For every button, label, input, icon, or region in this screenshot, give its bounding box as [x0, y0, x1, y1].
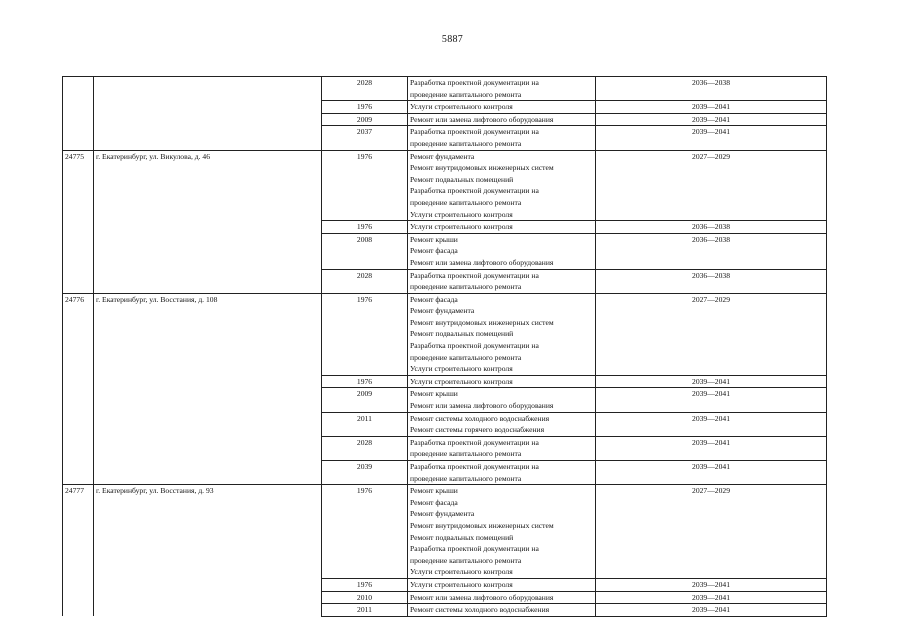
house-address-cell: г. Екатеринбург, ул. Викулова, д. 46 [94, 150, 322, 221]
year-cell: 1976 [322, 101, 408, 114]
house-id-cell [63, 461, 94, 485]
work-list-cell [408, 101, 596, 114]
table-row [63, 233, 827, 269]
year-cell: 2028 [322, 269, 408, 293]
work-item: Ремонт системы холодного водоснабжения [410, 413, 550, 423]
work-list-cell [408, 604, 596, 617]
table-row [63, 126, 827, 150]
period-cell: 2039—2041 [596, 591, 827, 604]
work-item: Услуги строительного контроля [410, 209, 513, 219]
house-address-cell: г. Екатеринбург, ул. Восстания, д. 93 [94, 485, 322, 579]
period-cell: 2039—2041 [596, 101, 827, 114]
period-cell: 2039—2041 [596, 604, 827, 617]
house-address-cell [94, 233, 322, 269]
house-id-cell [63, 221, 94, 234]
year-cell: 1976 [322, 375, 408, 388]
work-item: проведение капитального ремонта [410, 473, 522, 483]
house-id-cell [63, 375, 94, 388]
house-id-cell [63, 126, 94, 150]
table-row [63, 485, 827, 579]
repair-schedule-body [63, 77, 827, 617]
period-cell: 2036—2038 [596, 221, 827, 234]
work-item: Ремонт фасада [410, 246, 458, 256]
work-item: Разработка проектной документации на [410, 78, 539, 87]
table-row [63, 591, 827, 604]
period-cell: 2027—2029 [596, 293, 827, 375]
house-id-cell [63, 591, 94, 604]
year-cell: 2008 [322, 233, 408, 269]
year-cell: 1976 [322, 293, 408, 375]
work-item: Ремонт или замена лифтового оборудования [410, 592, 554, 602]
table-row [63, 436, 827, 460]
work-item: Ремонт фундамента [410, 151, 475, 161]
house-address-cell [94, 436, 322, 460]
work-item: проведение капитального ремонта [410, 449, 522, 459]
house-address-cell [94, 77, 322, 101]
work-item: Ремонт фасада [410, 497, 458, 507]
period-cell: 2039—2041 [596, 113, 827, 126]
work-item: Ремонт фасада [410, 294, 458, 304]
year-cell: 1976 [322, 221, 408, 234]
repair-schedule-table [62, 76, 827, 617]
period-cell: 2039—2041 [596, 578, 827, 591]
work-item: Ремонт или замена лифтового оборудования [410, 257, 554, 267]
work-item: Ремонт системы холодного водоснабжения [410, 605, 550, 615]
house-address-cell [94, 126, 322, 150]
work-list-cell [408, 461, 596, 485]
house-address-cell [94, 221, 322, 234]
year-cell: 2010 [322, 591, 408, 604]
period-cell: 2027—2029 [596, 150, 827, 221]
work-item: Услуги строительного контроля [410, 102, 513, 112]
period-cell: 2036—2038 [596, 269, 827, 293]
table-row [63, 461, 827, 485]
house-id-cell: 24777 [63, 485, 94, 579]
work-list-cell [408, 293, 596, 375]
work-item: Ремонт внутридомовых инженерных систем [410, 520, 554, 530]
work-list-cell [408, 233, 596, 269]
year-cell: 2037 [322, 126, 408, 150]
work-item: проведение капитального ремонта [410, 352, 522, 362]
table-row [63, 77, 827, 101]
work-item: проведение капитального ремонта [410, 138, 522, 148]
house-id-cell: 24776 [63, 293, 94, 375]
house-address-cell [94, 578, 322, 591]
work-item: Разработка проектной документации на [410, 544, 539, 554]
work-list-cell [408, 578, 596, 591]
house-address-cell [94, 269, 322, 293]
house-address-cell [94, 375, 322, 388]
year-cell: 2028 [322, 77, 408, 101]
work-list-cell [408, 485, 596, 579]
work-list-cell [408, 221, 596, 234]
period-cell: 2039—2041 [596, 375, 827, 388]
work-item: проведение капитального ремонта [410, 89, 522, 99]
year-cell: 1976 [322, 485, 408, 579]
house-address-cell [94, 461, 322, 485]
house-id-cell [63, 604, 94, 617]
year-cell: 1976 [322, 578, 408, 591]
year-cell: 1976 [322, 150, 408, 221]
work-item: Услуги строительного контроля [410, 579, 513, 589]
work-item: Ремонт подвальных помещений [410, 532, 514, 542]
house-id-cell: 24775 [63, 150, 94, 221]
period-cell: 2039—2041 [596, 461, 827, 485]
work-list-cell [408, 412, 596, 436]
table-row [63, 221, 827, 234]
work-item: Разработка проектной документации на [410, 437, 539, 447]
work-item: Услуги строительного контроля [410, 376, 513, 386]
work-item: Разработка проектной документации на [410, 270, 539, 280]
house-id-cell [63, 412, 94, 436]
work-item: Разработка проектной документации на [410, 462, 539, 471]
table-row [63, 269, 827, 293]
year-cell: 2011 [322, 412, 408, 436]
house-id-cell [63, 436, 94, 460]
table-row [63, 375, 827, 388]
house-address-cell: г. Екатеринбург, ул. Восстания, д. 108 [94, 293, 322, 375]
house-address-cell [94, 101, 322, 114]
work-item: Разработка проектной документации на [410, 127, 539, 137]
table-row [63, 412, 827, 436]
year-cell: 2011 [322, 604, 408, 617]
work-list-cell [408, 77, 596, 101]
work-item: проведение капитального ремонта [410, 282, 522, 292]
table-row [63, 293, 827, 375]
house-address-cell [94, 604, 322, 617]
work-list-cell [408, 126, 596, 150]
work-list-cell [408, 388, 596, 412]
period-cell: 2027—2029 [596, 485, 827, 579]
work-item: проведение капитального ремонта [410, 197, 522, 207]
work-item: Ремонт или замена лифтового оборудования [410, 401, 554, 411]
work-item: Ремонт внутридомовых инженерных систем [410, 163, 554, 173]
work-item: Ремонт подвальных помещений [410, 174, 514, 184]
work-item: Ремонт или замена лифтового оборудования [410, 114, 554, 124]
work-item: проведение капитального ремонта [410, 555, 522, 565]
house-id-cell [63, 113, 94, 126]
table-row [63, 388, 827, 412]
house-id-cell [63, 77, 94, 101]
house-address-cell [94, 591, 322, 604]
work-item: Услуги строительного контроля [410, 222, 513, 232]
work-item: Разработка проектной документации на [410, 186, 539, 196]
year-cell: 2039 [322, 461, 408, 485]
period-cell: 2039—2041 [596, 436, 827, 460]
table-row [63, 113, 827, 126]
work-item: Ремонт крыши [410, 234, 458, 244]
page-number: 5887 [441, 34, 464, 45]
house-address-cell [94, 113, 322, 126]
year-cell: 2028 [322, 436, 408, 460]
work-item: Ремонт подвальных помещений [410, 329, 514, 339]
period-cell: 2039—2041 [596, 388, 827, 412]
work-item: Услуги строительного контроля [410, 567, 513, 577]
work-list-cell [408, 436, 596, 460]
work-list-cell [408, 591, 596, 604]
table-row [63, 578, 827, 591]
work-item: Ремонт фундамента [410, 306, 475, 316]
table-row [63, 101, 827, 114]
table-row [63, 604, 827, 617]
work-list-cell [408, 113, 596, 126]
work-list-cell [408, 150, 596, 221]
work-list-cell [408, 375, 596, 388]
house-id-cell [63, 233, 94, 269]
work-item: Ремонт крыши [410, 389, 458, 399]
table-row [63, 150, 827, 221]
house-id-cell [63, 101, 94, 114]
house-address-cell [94, 412, 322, 436]
house-id-cell [63, 388, 94, 412]
period-cell: 2039—2041 [596, 412, 827, 436]
work-item: Разработка проектной документации на [410, 341, 539, 351]
year-cell: 2009 [322, 113, 408, 126]
period-cell: 2036—2038 [596, 77, 827, 101]
house-id-cell [63, 578, 94, 591]
house-id-cell [63, 269, 94, 293]
year-cell: 2009 [322, 388, 408, 412]
work-item: Ремонт внутридомовых инженерных систем [410, 317, 554, 327]
work-list-cell [408, 269, 596, 293]
period-cell: 2039—2041 [596, 126, 827, 150]
period-cell: 2036—2038 [596, 233, 827, 269]
house-address-cell [94, 388, 322, 412]
work-item: Ремонт фундамента [410, 509, 475, 519]
work-item: Ремонт системы горячего водоснабжения [410, 425, 545, 435]
work-item: Услуги строительного контроля [410, 364, 513, 374]
work-item: Ремонт крыши [410, 486, 458, 496]
